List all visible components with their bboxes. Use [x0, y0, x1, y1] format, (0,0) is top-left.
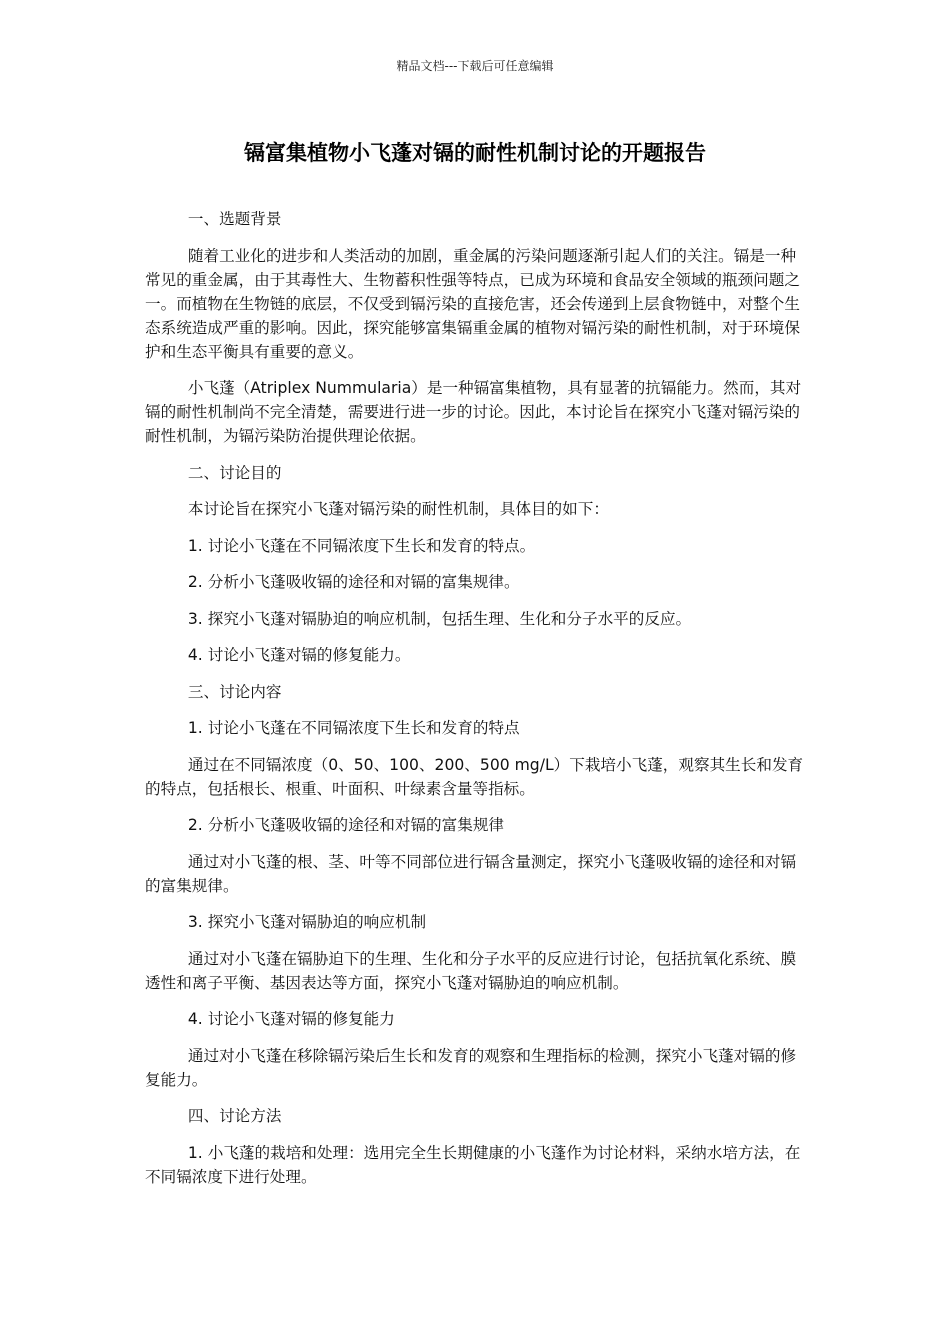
content-subheading-2: 2. 分析小飞蓬吸收镉的途径和对镉的富集规律 [187, 816, 505, 834]
purpose-item-2: 2. 分析小飞蓬吸收镉的途径和对镉的富集规律。 [187, 573, 520, 591]
section-heading-content: 三、讨论内容 [187, 682, 282, 701]
paragraph-background-1: 随着工业化的进步和人类活动的加剧，重金属的污染问题逐渐引起人们的关注。镉是一种常见的重金属，由于其毒性大、生物蓄积性强等特点，已成为环境和食品安全领域的瓶颈问题之一。而植物在生物链的底层，不仅受到镉污染的直接危害，还会传递到上层食物链中，对整个生态系统造成严重的影响。因此，探究能够富集镉重金属的植物对镉污染的耐性机制，对于环境保护和生态平衡具有重要的意义。 [145, 246, 800, 361]
paragraph-purpose-intro: 本讨论旨在探究小飞蓬对镉污染的耐性机制，具体目的如下： [187, 500, 609, 518]
section-heading-background: 一、选题背景 [187, 210, 282, 228]
purpose-item-1: 1. 讨论小飞蓬在不同镉浓度下生长和发育的特点。 [187, 536, 536, 555]
content-paragraph-1: 通过在不同镉浓度（0、50、100、200、500 mg/L）下栽培小飞蓬，观察其生长和发育的特点，包括根长、根重、叶面积、叶绿素含量等指标。 [145, 755, 804, 798]
section-heading-methods: 四、讨论方法 [187, 1107, 282, 1125]
document-body [145, 207, 810, 1201]
document-title: 镉富集植物小飞蓬对镉的耐性机制讨论的开题报告 [244, 141, 706, 165]
purpose-item-3: 3. 探究小飞蓬对镉胁迫的响应机制，包括生理、生化和分子水平的反应。 [187, 609, 692, 628]
page-header: 精品文档---下载后可任意编辑 [396, 59, 554, 73]
content-subheading-4: 4. 讨论小飞蓬对镉的修复能力 [187, 1010, 395, 1028]
section-heading-purpose: 二、讨论目的 [187, 463, 282, 482]
methods-item-1: 1. 小飞蓬的栽培和处理：选用完全生长期健康的小飞蓬作为讨论材料，采纳水培方法，在不同镉浓度下进行处理。 [145, 1143, 801, 1186]
content-paragraph-3: 通过对小飞蓬在镉胁迫下的生理、生化和分子水平的反应进行讨论，包括抗氧化系统、膜透性和离子平衡、基因表达等方面，探究小飞蓬对镉胁迫的响应机制。 [145, 949, 797, 992]
paragraph-background-2: 小飞蓬（Atriplex Nummularia）是一种镉富集植物，具有显著的抗镉能力。然而，其对镉的耐性机制尚不完全清楚，需要进行进一步的讨论。因此，本讨论旨在探究小飞蓬对镉污染的耐性机制，为镉污染防治提供理论依据。 [145, 379, 802, 445]
content-subheading-3: 3. 探究小飞蓬对镉胁迫的响应机制 [187, 913, 427, 931]
purpose-item-4: 4. 讨论小飞蓬对镉的修复能力。 [187, 646, 411, 664]
content-subheading-1: 1. 讨论小飞蓬在不同镉浓度下生长和发育的特点 [187, 719, 520, 737]
content-paragraph-2: 通过对小飞蓬的根、茎、叶等不同部位进行镉含量测定，探究小飞蓬吸收镉的途径和对镉的富集规律。 [145, 852, 797, 895]
content-paragraph-4: 通过对小飞蓬在移除镉污染后生长和发育的观察和生理指标的检测，探究小飞蓬对镉的修复能力。 [145, 1046, 797, 1089]
